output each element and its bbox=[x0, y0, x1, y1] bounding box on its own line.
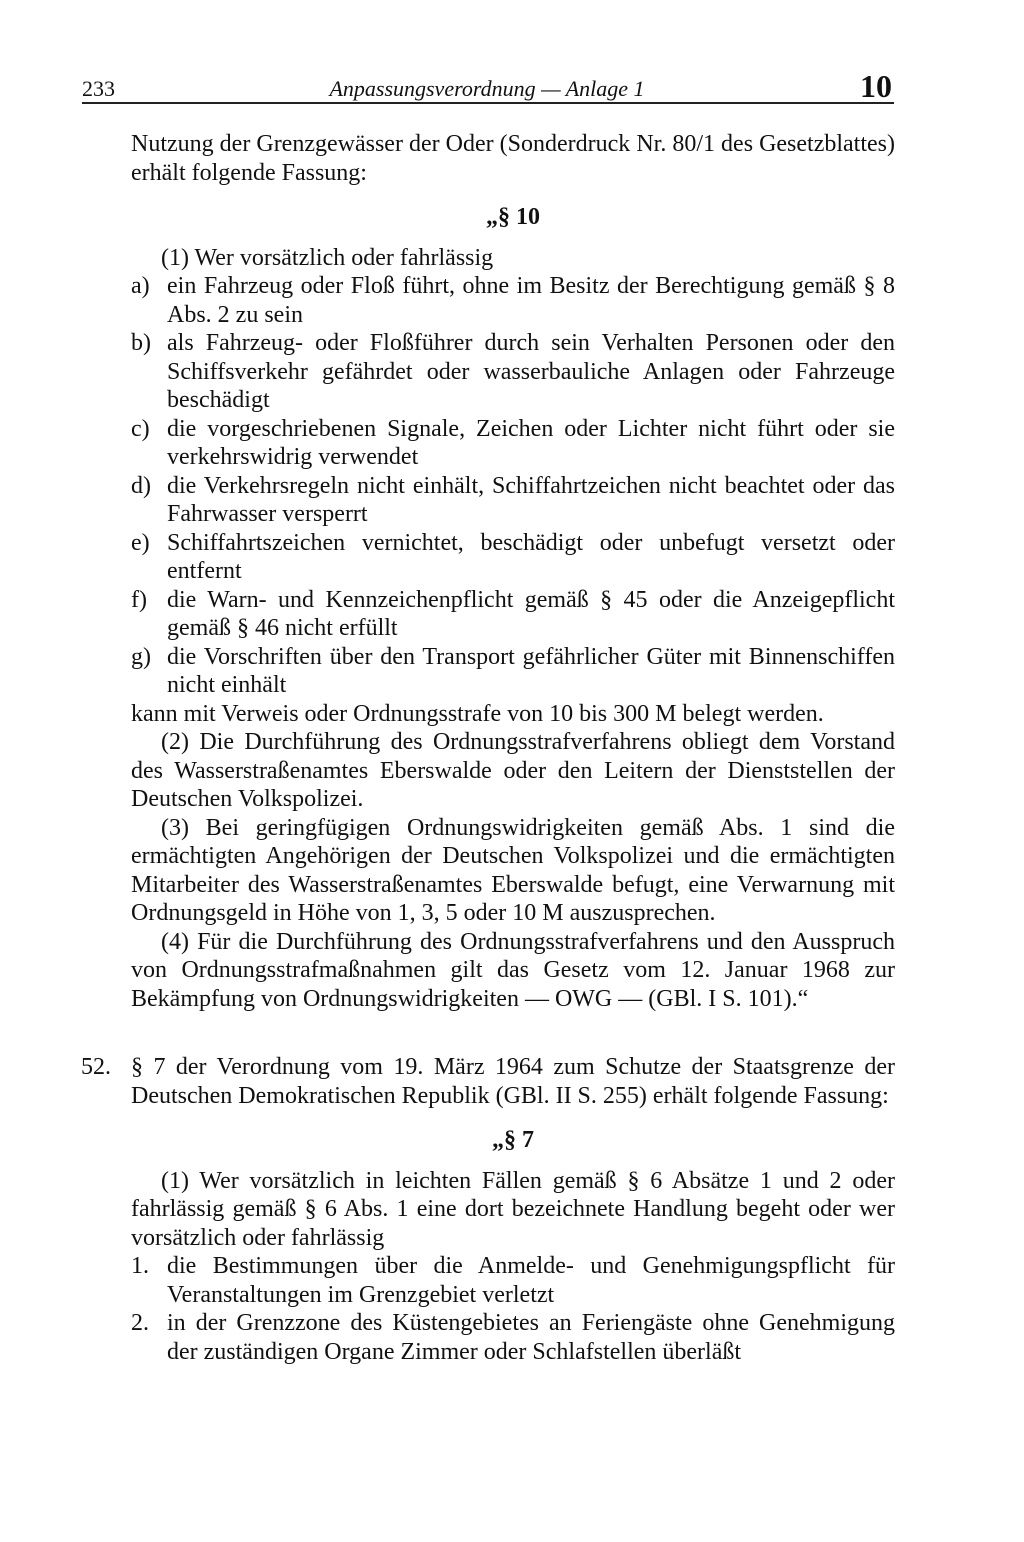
list-text: die Warn- und Kennzeichenpflicht gemäß § 45 oder die Anzeigepflicht gemäß § 46 nicht erfüllt bbox=[167, 586, 895, 641]
section-7-heading: „§ 7 bbox=[492, 1127, 534, 1153]
section-7-list bbox=[131, 1252, 895, 1366]
item-52-text: § 7 der Verordnung vom 19. März 1964 zum Schutze der Staatsgrenze der Deutschen Demokratischen Republik (GBl. II S. 255) erhält folgende Fassung: bbox=[131, 1054, 895, 1109]
section-10-para1-intro: (1) Wer vorsätzlich oder fahrlässig bbox=[161, 244, 494, 271]
list-label: c) bbox=[131, 415, 150, 442]
section-10-para2: (2) Die Durchführung des Ordnungsstrafverfahrens obliegt dem Vorstand des Wasserstraßenamtes Eberswalde oder den Leitern der Dienststellen der Deutschen Volkspolizei. bbox=[131, 729, 895, 812]
list-text: Schiffahrtszeichen vernichtet, beschädigt oder unbefugt versetzt oder entfernt bbox=[167, 529, 895, 584]
list-label: 1. bbox=[131, 1253, 149, 1279]
list-item-a bbox=[131, 272, 895, 329]
list-item-b bbox=[131, 329, 895, 415]
list-label: b) bbox=[131, 330, 151, 356]
running-title: Anpassungsverordnung — Anlage 1 bbox=[329, 76, 645, 101]
page-number: 233 bbox=[82, 76, 115, 101]
list-item-g bbox=[131, 643, 895, 700]
list-text: als Fahrzeug- oder Floßführer durch sein Verhalten Personen oder den Schiffsverkehr gefährdet oder wasserbauliche Anlagen oder Fahrzeuge beschädigt bbox=[167, 330, 895, 413]
list-item-c bbox=[131, 415, 895, 472]
list-item-1 bbox=[131, 1252, 895, 1309]
section-10-para3: (3) Bei geringfügigen Ordnungswidrigkeiten gemäß Abs. 1 sind die ermächtigten Angehörigen der Deutschen Volkspolizei und die ermächtigten Mitarbeiter des Wasserstraßenamtes Eberswalde befugt, eine Verwarnung mit Ordnungsgeld in Höhe von 1, 3, 5 oder 10 M auszusprechen. bbox=[131, 814, 895, 926]
list-text: die Verkehrsregeln nicht einhält, Schiffahrtzeichen nicht beachtet oder das Fahrwasser versperrt bbox=[167, 472, 895, 527]
item-52 bbox=[81, 1053, 895, 1110]
list-label: d) bbox=[131, 472, 151, 499]
item-number: 52. bbox=[81, 1054, 111, 1080]
list-item-2 bbox=[131, 1309, 895, 1366]
list-label: f) bbox=[131, 586, 147, 613]
list-item-f bbox=[131, 586, 895, 643]
header-rule bbox=[82, 102, 894, 104]
list-label: 2. bbox=[131, 1310, 149, 1336]
list-text: die Bestimmungen über die Anmelde- und Genehmigungspflicht für Veranstaltungen im Grenzgebiet verletzt bbox=[167, 1253, 895, 1308]
list-label: a) bbox=[131, 273, 150, 299]
list-item-d bbox=[131, 472, 895, 529]
list-text: ein Fahrzeug oder Floß führt, ohne im Besitz der Berechtigung gemäß § 8 Abs. 2 zu sein bbox=[167, 273, 895, 328]
section-10-heading: „§ 10 bbox=[486, 204, 540, 230]
list-text: in der Grenzzone des Küstengebietes an Feriengäste ohne Genehmigung der zuständigen Organe Zimmer oder Schlafstellen überläßt bbox=[167, 1310, 895, 1365]
list-text: die Vorschriften über den Transport gefährlicher Güter mit Binnenschiffen nicht einhält bbox=[167, 643, 895, 698]
section-10-list bbox=[131, 272, 895, 700]
intro-text: Nutzung der Grenzgewässer der Oder (Sonderdruck Nr. 80/1 des Gesetzblattes) erhält folgende Fassung: bbox=[131, 131, 895, 186]
list-item-e bbox=[131, 529, 895, 586]
section-10-para4: (4) Für die Durchführung des Ordnungsstrafverfahrens und den Ausspruch von Ordnungsstrafmaßnahmen gilt das Gesetz vom 12. Januar 1968 zur Bekämpfung von Ordnungswidrigkeiten — OWG — (GBl. I S. 101).“ bbox=[131, 928, 895, 1012]
page-body bbox=[81, 130, 895, 1366]
list-label: e) bbox=[131, 529, 150, 556]
page-header bbox=[82, 68, 892, 102]
section-10-para1-close: kann mit Verweis oder Ordnungsstrafe von 10 bis 300 M belegt werden. bbox=[131, 700, 824, 727]
list-text: die vorgeschriebenen Signale, Zeichen oder Lichter nicht führt oder sie verkehrswidrig verwendet bbox=[167, 415, 895, 470]
list-label: g) bbox=[131, 643, 151, 670]
chapter-number: 10 bbox=[860, 68, 892, 104]
section-7-para1: (1) Wer vorsätzlich in leichten Fällen gemäß § 6 Absätze 1 und 2 oder fahrlässig gemäß § 6 Abs. 1 eine dort bezeichnete Handlung begeht oder wer vorsätzlich oder fahrlässig bbox=[131, 1167, 895, 1251]
